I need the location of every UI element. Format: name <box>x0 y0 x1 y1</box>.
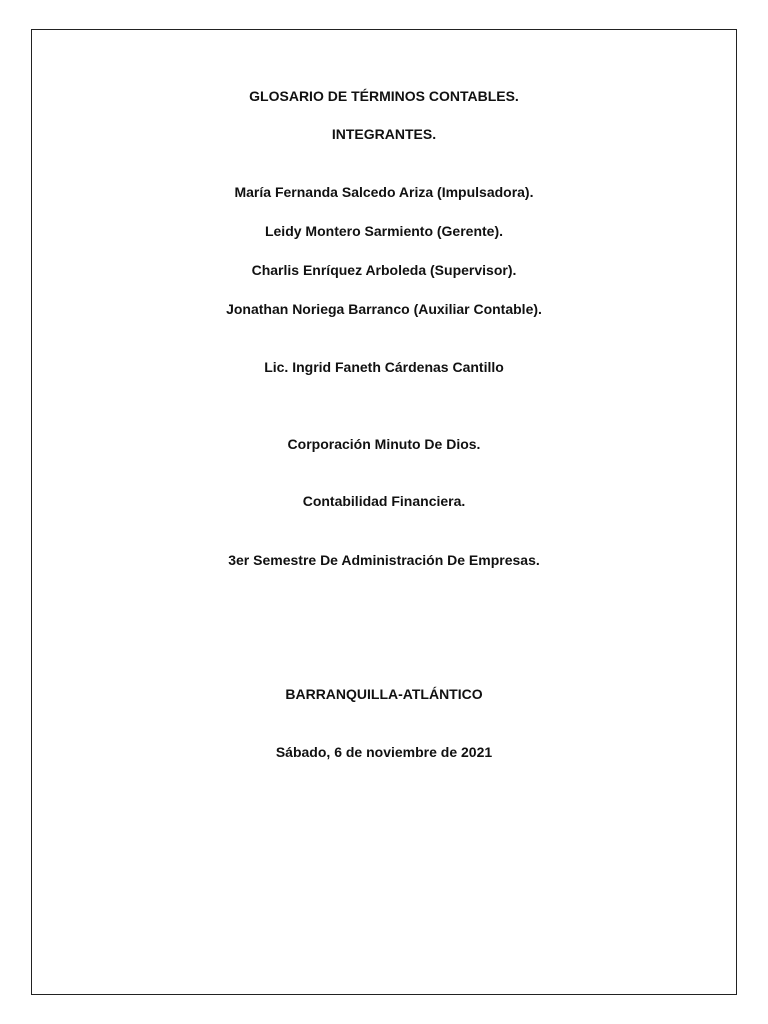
member-name: Leidy Montero Sarmiento (Gerente). <box>264 223 504 239</box>
city-name: BARRANQUILLA-ATLÁNTICO <box>285 686 483 702</box>
member-name: Jonathan Noriega Barranco (Auxiliar Contable). <box>226 301 542 317</box>
teacher-name: Lic. Ingrid Faneth Cárdenas Cantillo <box>264 359 504 375</box>
member-name: Charlis Enríquez Arboleda (Supervisor). <box>251 262 517 278</box>
page-border <box>31 29 737 995</box>
document-title: GLOSARIO DE TÉRMINOS CONTABLES. <box>249 88 519 104</box>
institution-name: Corporación Minuto De Dios. <box>287 436 481 452</box>
document-date: Sábado, 6 de noviembre de 2021 <box>275 744 493 760</box>
members-heading: INTEGRANTES. <box>331 126 437 142</box>
program-name: 3er Semestre De Administración De Empresas. <box>228 552 540 568</box>
course-name: Contabilidad Financiera. <box>302 493 466 509</box>
member-name: María Fernanda Salcedo Ariza (Impulsadora). <box>234 184 534 200</box>
